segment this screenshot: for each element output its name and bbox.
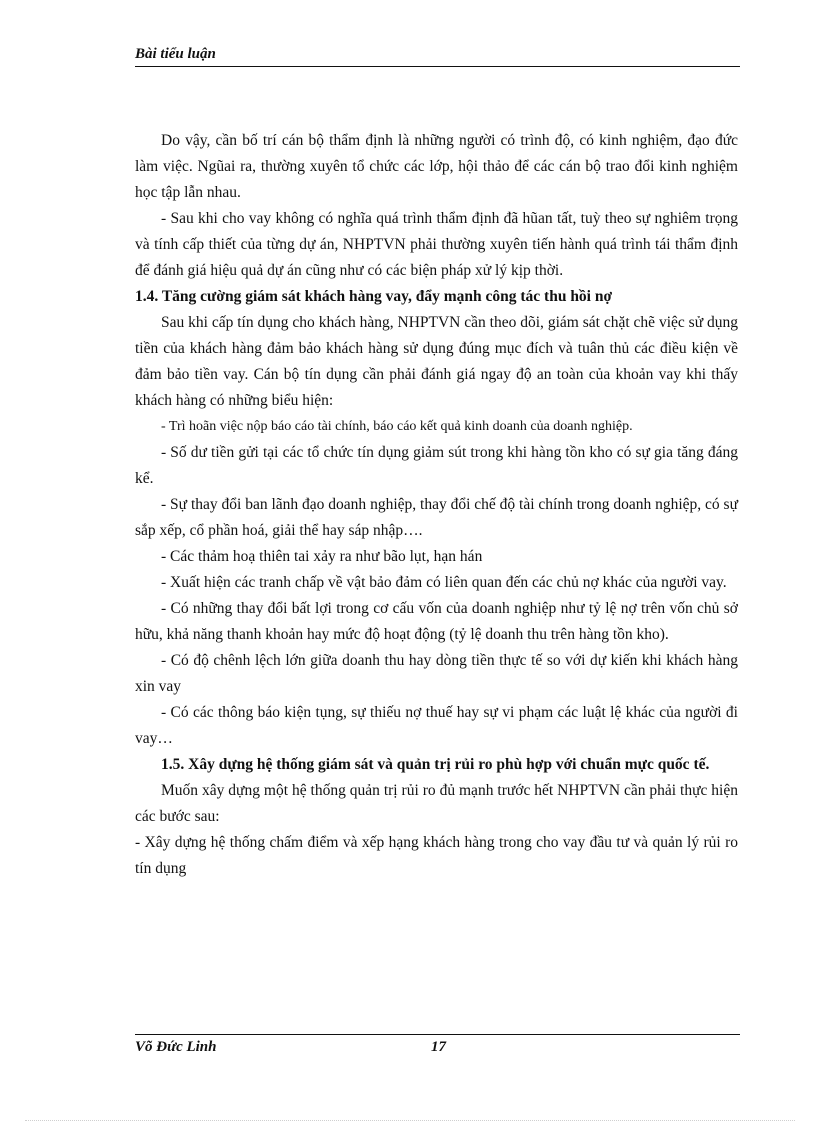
page-number: 17 <box>431 1039 446 1055</box>
header-rule <box>135 66 740 67</box>
list-item-natural-disaster: - Các thảm hoạ thiên tai xảy ra như bão lụt, hạn hán <box>161 548 483 565</box>
page-body <box>135 128 738 882</box>
list-item-credit-scoring: - Xây dựng hệ thống chấm điểm và xếp hạng khách hàng trong cho vay đầu tư và quản lý rủi ro tín dụng <box>135 834 738 877</box>
paragraph-monitoring: Sau khi cấp tín dụng cho khách hàng, NHPTVN cần theo dõi, giám sát chặt chẽ việc sử dụng tiền của khách hàng đảm bảo khách hàng sử dụng đúng mục đích và tuân thủ các điều kiện về đảm bảo tiền vay. Cán bộ tín dụng cần phải đánh giá ngay độ an toàn của khoản vay khi thấy khách hàng có những biểu hiện: <box>135 314 738 409</box>
list-item-management-change: - Sự thay đổi ban lãnh đạo doanh nghiệp, thay đổi chế độ tài chính trong doanh nghiệp, có sự sắp xếp, cổ phần hoá, giải thể hay sáp nhập…. <box>135 496 738 539</box>
list-item-collateral-dispute: - Xuất hiện các tranh chấp về vật bảo đảm có liên quan đến các chủ nợ khác của người vay. <box>161 574 727 591</box>
header-title: Bài tiểu luận <box>135 46 216 62</box>
list-item-litigation: - Có các thông báo kiện tụng, sự thiếu nợ thuế hay sự vi phạm các luật lệ khác của người đi vay… <box>135 704 738 747</box>
page-header <box>135 44 740 64</box>
footer-rule <box>135 1034 740 1035</box>
section-heading-1-4: 1.4. Tăng cường giám sát khách hàng vay, đẩy mạnh công tác thu hồi nợ <box>135 288 613 305</box>
list-item-revenue-gap: - Có độ chênh lệch lớn giữa doanh thu hay dòng tiền thực tế so với dự kiến khi khách hàng xin vay <box>135 652 738 695</box>
list-item-report-delay: - Trì hoãn việc nộp báo cáo tài chính, báo cáo kết quả kinh doanh của doanh nghiệp. <box>161 419 633 434</box>
list-item-capital-structure: - Có những thay đổi bất lợi trong cơ cấu vốn của doanh nghiệp như tỷ lệ nợ trên vốn chủ sở hữu, khả năng thanh khoản hay mức độ hoạt động (tỷ lệ doanh thu trên hàng tồn kho). <box>135 600 738 643</box>
section-heading-1-5: 1.5. Xây dựng hệ thống giám sát và quản trị rủi ro phù hợp với chuẩn mực quốc tế. <box>161 756 710 773</box>
list-item-deposit-balance: - Số dư tiền gửi tại các tổ chức tín dụng giảm sút trong khi hàng tồn kho có sự gia tăng đáng kể. <box>135 444 738 487</box>
footer-author: Võ Đức Linh <box>135 1039 217 1055</box>
page-bottom-divider <box>25 1120 795 1121</box>
paragraph-intro: Do vậy, cần bố trí cán bộ thẩm định là những người có trình độ, có kinh nghiệm, đạo đức làm việc. Ngũai ra, thường xuyên tổ chức các lớp, hội thảo để các cán bộ trao đổi kinh nghiệm học tập lẫn nhau. <box>135 132 738 201</box>
paragraph-reappraisal: - Sau khi cho vay không có nghĩa quá trình thẩm định đã hũan tất, tuỳ theo sự nghiêm trọng và tính cấp thiết của từng dự án, NHPTVN phải thường xuyên tiến hành quá trình tái thẩm định để đánh giá hiệu quả dự án cũng như có các biện pháp xử lý kịp thời. <box>135 210 738 279</box>
paragraph-risk-system: Muốn xây dựng một hệ thống quản trị rủi ro đủ mạnh trước hết NHPTVN cần phải thực hiện các bước sau: <box>135 782 738 825</box>
